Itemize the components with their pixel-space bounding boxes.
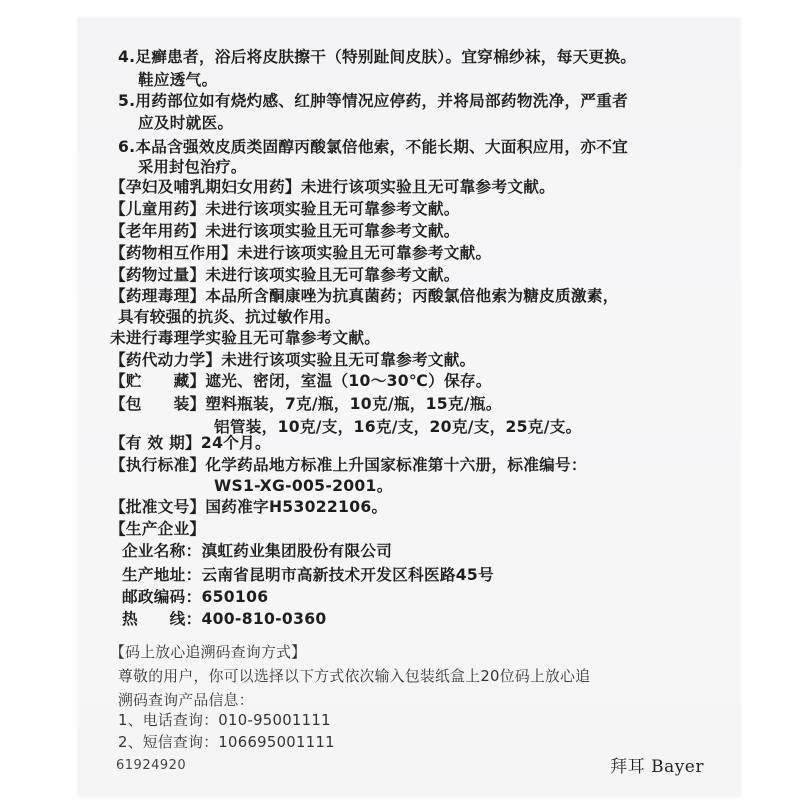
section-approval-number: 【批准文号】国药准字H53022106。 [110,498,388,516]
hotline: 热 线：400-810-0360 [122,610,327,628]
text-line: 具有较强的抗炎、抗过敏作用。 [118,308,341,326]
company-name: 企业名称：滇虹药业集团股份有限公司 [122,542,393,560]
postal-code: 邮政编码：650106 [122,588,269,606]
section-shelf-life: 【有 效 期】24个月。 [110,434,271,452]
text-line: 6.本品含强效皮质类固醇丙酸氯倍他索，不能长期、大面积应用，亦不宜 [118,138,629,156]
section-pharmacology: 【药理毒理】本品所含酮康唑为抗真菌药；丙酸氯倍他索为糖皮质激素， [110,287,619,305]
section-elderly: 【老年用药】未进行该项实验且无可靠参考文献。 [110,222,460,240]
trace-text: 尊敬的用户，你可以选择以下方式依次输入包装纸盒上20位码上放心追 [118,668,591,685]
text-line: WS1-XG-005-2001。 [214,477,393,495]
section-manufacturer: 【生产企业】 [110,520,206,538]
trace-text: 溯码查询产品信息： [118,692,254,709]
section-standard: 【执行标准】化学药品地方标准上升国家标准第十六册，标准编号： [110,456,587,474]
trace-sms: 2、短信查询：106695001111 [118,734,335,751]
text-line: 应及时就医。 [138,114,234,132]
trace-heading: 【码上放心追溯码查询方式】 [110,644,307,661]
text-line: 未进行毒理学实验且无可靠参考文献。 [110,329,381,347]
section-children: 【儿童用药】未进行该项实验且无可靠参考文献。 [110,200,460,218]
section-storage: 【贮 藏】遮光、密闭，室温（10～30℃）保存。 [110,372,492,390]
section-pharmacokinetics: 【药代动力学】未进行该项实验且无可靠参考文献。 [110,351,476,369]
print-code: 61924920 [116,758,187,773]
section-interactions: 【药物相互作用】未进行该项实验且无可靠参考文献。 [110,244,492,262]
text-line: 鞋应透气。 [138,71,218,89]
brand-logo: 拜耳 Bayer [610,757,704,777]
text-line: 采用封包治疗。 [138,158,247,176]
text-line: 4.足癣患者，浴后将皮肤擦干（特别趾间皮肤）。宜穿棉纱袜，每天更换。 [118,48,637,66]
text-line: 5.用药部位如有烧灼感、红肿等情况应停药，并将局部药物洗净，严重者 [118,92,629,110]
section-overdose: 【药物过量】未进行该项实验且无可靠参考文献。 [110,266,460,284]
trace-phone: 1、电话查询：010-95001111 [118,712,331,729]
text-line: 铝管装，10克/支，16克/支，20克/支，25克/支。 [214,418,582,436]
company-address: 生产地址：云南省昆明市高新技术开发区科医路45号 [122,566,494,584]
section-pregnancy: 【孕妇及哺乳期妇女用药】未进行该项实验且无可靠参考文献。 [110,178,556,196]
section-packaging: 【包 装】塑料瓶装，7克/瓶，10克/瓶，15克/瓶。 [110,395,502,413]
